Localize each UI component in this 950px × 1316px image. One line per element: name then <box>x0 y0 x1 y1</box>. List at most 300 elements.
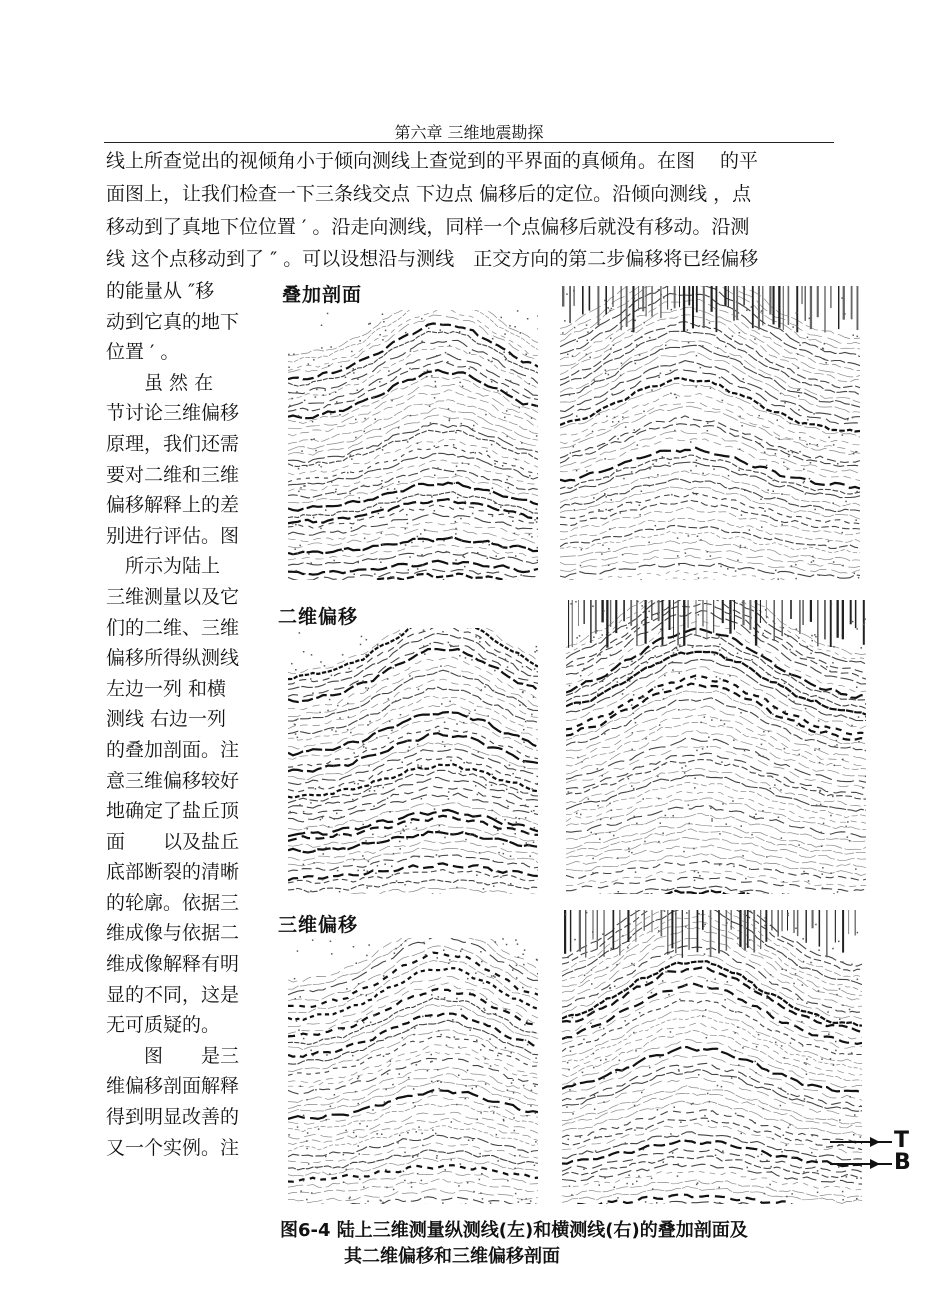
speckle <box>865 703 866 705</box>
speckle <box>796 725 798 727</box>
speckle <box>461 423 463 425</box>
speckle <box>483 888 485 890</box>
side-text-column <box>106 276 261 1163</box>
noise-trace <box>696 600 697 635</box>
speckle <box>646 601 648 603</box>
speckle <box>700 539 702 541</box>
speckle <box>616 469 618 471</box>
speckle <box>657 366 659 368</box>
noise-trace <box>810 600 812 622</box>
speckle <box>345 377 347 379</box>
speckle <box>486 451 488 453</box>
speckle <box>360 644 362 646</box>
speckle <box>534 519 536 521</box>
reflector-line <box>288 848 538 866</box>
speckle <box>670 956 672 958</box>
speckle <box>421 1133 423 1135</box>
speckle <box>665 815 667 817</box>
speckle <box>437 501 439 503</box>
speckle <box>428 328 430 330</box>
reflector-line <box>288 803 538 830</box>
speckle <box>352 1055 354 1057</box>
speckle <box>579 635 581 637</box>
speckle <box>634 298 636 300</box>
speckle <box>768 674 770 676</box>
speckle <box>595 834 597 836</box>
speckle <box>390 576 392 578</box>
speckle <box>399 633 401 635</box>
speckle <box>514 533 516 535</box>
speckle <box>631 785 633 787</box>
speckle <box>467 978 469 980</box>
speckle <box>610 654 612 656</box>
speckle <box>359 1179 361 1181</box>
speckle <box>392 1084 394 1086</box>
speckle <box>803 871 805 873</box>
speckle <box>694 787 696 789</box>
speckle <box>295 720 297 722</box>
speckle <box>636 344 638 346</box>
speckle <box>495 1013 497 1015</box>
reflector-line <box>288 1030 538 1072</box>
speckle <box>536 646 538 648</box>
speckle <box>417 744 419 746</box>
reflector-line <box>288 439 538 475</box>
speckle <box>832 796 834 798</box>
speckle <box>706 1037 708 1039</box>
noise-columns <box>562 286 858 333</box>
speckle <box>467 1070 469 1072</box>
speckle <box>442 1202 444 1204</box>
speckle <box>387 798 389 800</box>
speckle <box>803 469 805 471</box>
speckle <box>695 386 697 388</box>
speckle <box>727 981 729 983</box>
speckle <box>434 445 436 447</box>
speckle <box>827 1011 829 1013</box>
speckle <box>735 1011 737 1013</box>
reflector-line <box>288 810 538 836</box>
speckle <box>722 803 724 805</box>
speckle <box>836 740 838 742</box>
speckle <box>726 390 728 392</box>
speckle <box>575 601 577 603</box>
speckle <box>773 480 775 482</box>
speckle <box>506 410 508 412</box>
speckle <box>688 342 690 344</box>
speckle <box>691 1103 693 1105</box>
speckle <box>730 614 732 616</box>
speckle <box>489 493 491 495</box>
speckle <box>719 649 721 651</box>
noise-trace <box>635 910 636 942</box>
speckle <box>833 646 835 648</box>
speckle <box>678 564 680 566</box>
speckle <box>297 1126 299 1128</box>
side-text-line: 要对二维和三维 <box>106 463 240 486</box>
noise-trace <box>842 600 844 639</box>
speckle <box>566 1106 568 1108</box>
speckle <box>448 408 450 410</box>
speckle <box>327 710 329 712</box>
speckle <box>295 524 297 526</box>
speckle <box>372 1031 374 1033</box>
reflector-line <box>288 1126 538 1151</box>
speckle <box>744 547 746 549</box>
speckle <box>329 699 331 701</box>
speckle <box>670 1133 672 1135</box>
speckle <box>421 318 423 320</box>
speckle <box>410 822 412 824</box>
speckle <box>474 834 476 836</box>
speckle <box>535 1141 537 1143</box>
speckle <box>522 666 524 668</box>
speckle <box>857 336 859 338</box>
speckle <box>790 1042 792 1044</box>
speckle <box>435 385 437 387</box>
speckle <box>310 1050 312 1052</box>
speckle <box>747 1167 749 1169</box>
speckle <box>529 855 531 857</box>
speckle <box>357 1021 359 1023</box>
speckle <box>783 462 785 464</box>
speckle <box>751 306 753 308</box>
speckle <box>699 325 701 327</box>
speckle <box>772 1138 774 1140</box>
reflector-line <box>288 408 538 451</box>
speckle <box>444 722 446 724</box>
speckle <box>405 826 407 828</box>
speckle <box>473 1191 475 1193</box>
speckle <box>382 449 384 451</box>
seismic-panel-stack-crossline <box>560 286 860 580</box>
speckle <box>735 1113 737 1115</box>
speckle <box>817 444 819 446</box>
speckle <box>353 368 355 370</box>
noise-trace <box>627 910 629 942</box>
reflector-line <box>562 992 862 1048</box>
speckle <box>823 823 825 825</box>
speckle <box>405 332 407 334</box>
speckle <box>839 1019 841 1021</box>
speckle <box>698 985 700 987</box>
reflector-line <box>560 406 860 454</box>
speckle <box>599 1184 601 1186</box>
speckle <box>410 415 412 417</box>
speckle <box>493 1112 495 1114</box>
speckle <box>385 1089 387 1091</box>
speckle <box>654 655 656 657</box>
speckle <box>822 887 824 889</box>
noise-trace <box>688 286 690 305</box>
speckle <box>663 698 665 700</box>
speckle <box>489 1107 491 1109</box>
speckle <box>583 1039 585 1041</box>
speckle <box>698 577 700 579</box>
speckle <box>417 1155 419 1157</box>
speckle <box>446 1045 448 1047</box>
speckle <box>516 822 518 824</box>
reflector-line <box>288 998 538 1044</box>
noise-trace <box>806 910 807 943</box>
speckle <box>711 818 713 820</box>
noise-trace <box>790 600 792 619</box>
speckle-noise <box>289 629 538 894</box>
noise-trace <box>743 286 744 305</box>
speckle <box>610 348 612 350</box>
speckle <box>683 851 685 853</box>
speckle <box>628 851 630 853</box>
speckle <box>572 1017 574 1019</box>
speckle <box>836 744 838 746</box>
seismic-reflectors <box>288 310 538 580</box>
speckle <box>365 687 367 689</box>
speckle <box>404 884 406 886</box>
speckle <box>746 310 748 312</box>
speckle <box>418 689 420 691</box>
speckle <box>761 744 763 746</box>
speckle <box>409 368 411 370</box>
speckle <box>688 535 690 537</box>
speckle <box>626 1183 628 1185</box>
speckle <box>451 1121 453 1123</box>
speckle <box>497 1160 499 1162</box>
speckle <box>641 622 643 624</box>
speckle <box>487 558 489 560</box>
speckle <box>408 750 410 752</box>
speckle <box>437 467 439 469</box>
speckle <box>354 574 356 576</box>
speckle <box>764 510 766 512</box>
reflector-line <box>288 841 538 861</box>
speckle <box>517 943 519 945</box>
noise-trace <box>824 286 825 333</box>
speckle <box>580 675 582 677</box>
speckle <box>608 307 610 309</box>
speckle <box>622 416 624 418</box>
noise-trace <box>755 600 757 646</box>
speckle <box>592 858 594 860</box>
speckle <box>421 765 423 767</box>
speckle <box>668 462 670 464</box>
speckle <box>671 309 673 311</box>
speckle <box>590 357 592 359</box>
speckle <box>443 579 445 580</box>
reflector-line <box>560 340 860 403</box>
speckle <box>639 653 641 655</box>
reflector-line <box>288 679 538 729</box>
speckle <box>697 536 699 538</box>
speckle <box>422 768 424 770</box>
speckle <box>730 338 732 340</box>
speckle <box>334 818 336 820</box>
speckle <box>719 1187 721 1189</box>
noise-trace <box>688 600 689 628</box>
speckle <box>788 1127 790 1129</box>
speckle <box>711 719 713 721</box>
speckle <box>303 485 305 487</box>
speckle <box>696 750 698 752</box>
speckle <box>567 957 569 959</box>
speckle <box>611 948 613 950</box>
speckle <box>817 1192 819 1194</box>
speckle <box>795 578 797 580</box>
speckle <box>707 422 709 424</box>
speckle <box>856 1198 858 1200</box>
speckle <box>482 1198 484 1200</box>
speckle <box>427 1070 429 1072</box>
reflector-line <box>560 416 860 463</box>
seismic-panel-3d-inline <box>288 938 538 1204</box>
speckle <box>408 569 410 571</box>
speckle <box>581 549 583 551</box>
speckle <box>413 1102 415 1104</box>
speckle <box>366 995 368 997</box>
speckle <box>770 974 772 976</box>
noise-trace <box>679 286 680 307</box>
speckle <box>624 1020 626 1022</box>
speckle <box>387 1073 389 1075</box>
speckle <box>758 1034 760 1036</box>
noise-trace <box>724 286 726 306</box>
speckle <box>458 1046 460 1048</box>
speckle <box>580 1136 582 1138</box>
speckle <box>422 541 424 543</box>
speckle <box>609 310 611 312</box>
speckle <box>577 341 579 343</box>
speckle <box>631 331 633 333</box>
speckle <box>468 368 470 370</box>
speckle <box>407 740 409 742</box>
speckle <box>823 348 825 350</box>
speckle <box>328 826 330 828</box>
speckle <box>400 848 402 850</box>
speckle <box>801 1021 803 1023</box>
noise-trace <box>595 600 597 634</box>
speckle <box>601 553 603 555</box>
speckle <box>586 354 588 356</box>
speckle <box>520 332 522 334</box>
speckle <box>662 456 664 458</box>
speckle <box>667 889 669 891</box>
speckle <box>834 765 836 767</box>
speckle <box>459 331 461 333</box>
speckle <box>380 507 382 509</box>
speckle <box>369 790 371 792</box>
speckle <box>818 720 820 722</box>
speckle <box>611 499 613 501</box>
speckle <box>842 532 844 534</box>
speckle <box>384 1101 386 1103</box>
speckle <box>821 832 823 834</box>
speckle <box>311 654 313 656</box>
speckle <box>685 926 687 928</box>
speckle-noise <box>288 938 538 1204</box>
speckle <box>737 560 739 562</box>
noise-trace <box>644 910 645 931</box>
speckle <box>726 823 728 825</box>
speckle <box>295 669 297 671</box>
speckle <box>674 1107 676 1109</box>
speckle <box>576 470 578 472</box>
panel-label-stack: 叠加剖面 <box>282 284 363 306</box>
noise-trace <box>773 286 775 324</box>
speckle <box>646 981 648 983</box>
speckle <box>417 1173 419 1175</box>
speckle <box>749 529 751 531</box>
speckle <box>363 746 365 748</box>
speckle <box>523 1085 525 1087</box>
speckle <box>815 1016 817 1018</box>
speckle <box>677 555 679 557</box>
speckle <box>358 1076 360 1078</box>
speckle <box>665 345 667 347</box>
speckle <box>722 1151 724 1153</box>
speckle <box>438 1030 440 1032</box>
reflector-line <box>560 345 860 407</box>
speckle <box>777 419 779 421</box>
speckle <box>312 421 314 423</box>
speckle <box>535 1057 537 1059</box>
reflector-line <box>288 537 538 554</box>
speckle <box>677 1175 679 1177</box>
speckle <box>719 678 721 680</box>
noise-trace <box>788 286 790 325</box>
speckle <box>664 675 666 677</box>
speckle <box>672 669 674 671</box>
speckle <box>608 565 610 567</box>
speckle <box>494 976 496 978</box>
speckle <box>365 747 367 749</box>
speckle <box>673 815 675 817</box>
noise-trace <box>630 600 632 626</box>
speckle <box>809 318 811 320</box>
speckle <box>377 786 379 788</box>
speckle <box>455 474 457 476</box>
speckle <box>381 1134 383 1136</box>
speckle <box>364 785 366 787</box>
speckle <box>385 330 387 332</box>
speckle <box>604 300 606 302</box>
speckle <box>772 714 774 716</box>
speckle <box>811 1152 813 1154</box>
speckle <box>762 654 764 656</box>
speckle <box>632 732 634 734</box>
speckle <box>632 1183 634 1185</box>
speckle <box>289 392 291 394</box>
speckle <box>356 1136 358 1138</box>
speckle <box>796 312 798 314</box>
reflector-line <box>560 578 860 580</box>
speckle <box>307 409 309 411</box>
speckle <box>455 559 457 561</box>
noise-trace <box>848 910 849 934</box>
speckle <box>583 1169 585 1171</box>
side-text-line: 意三维偏移较好 <box>106 769 240 792</box>
speckle <box>529 383 531 385</box>
reflector-line <box>560 462 860 497</box>
speckle <box>657 1109 659 1111</box>
noise-trace <box>801 286 802 304</box>
speckle <box>849 840 851 842</box>
speckle <box>477 1119 479 1121</box>
speckle <box>365 840 367 842</box>
reflector-line <box>560 487 860 519</box>
speckle <box>631 963 633 965</box>
speckle <box>578 450 580 452</box>
speckle <box>328 365 330 367</box>
speckle <box>587 331 589 333</box>
